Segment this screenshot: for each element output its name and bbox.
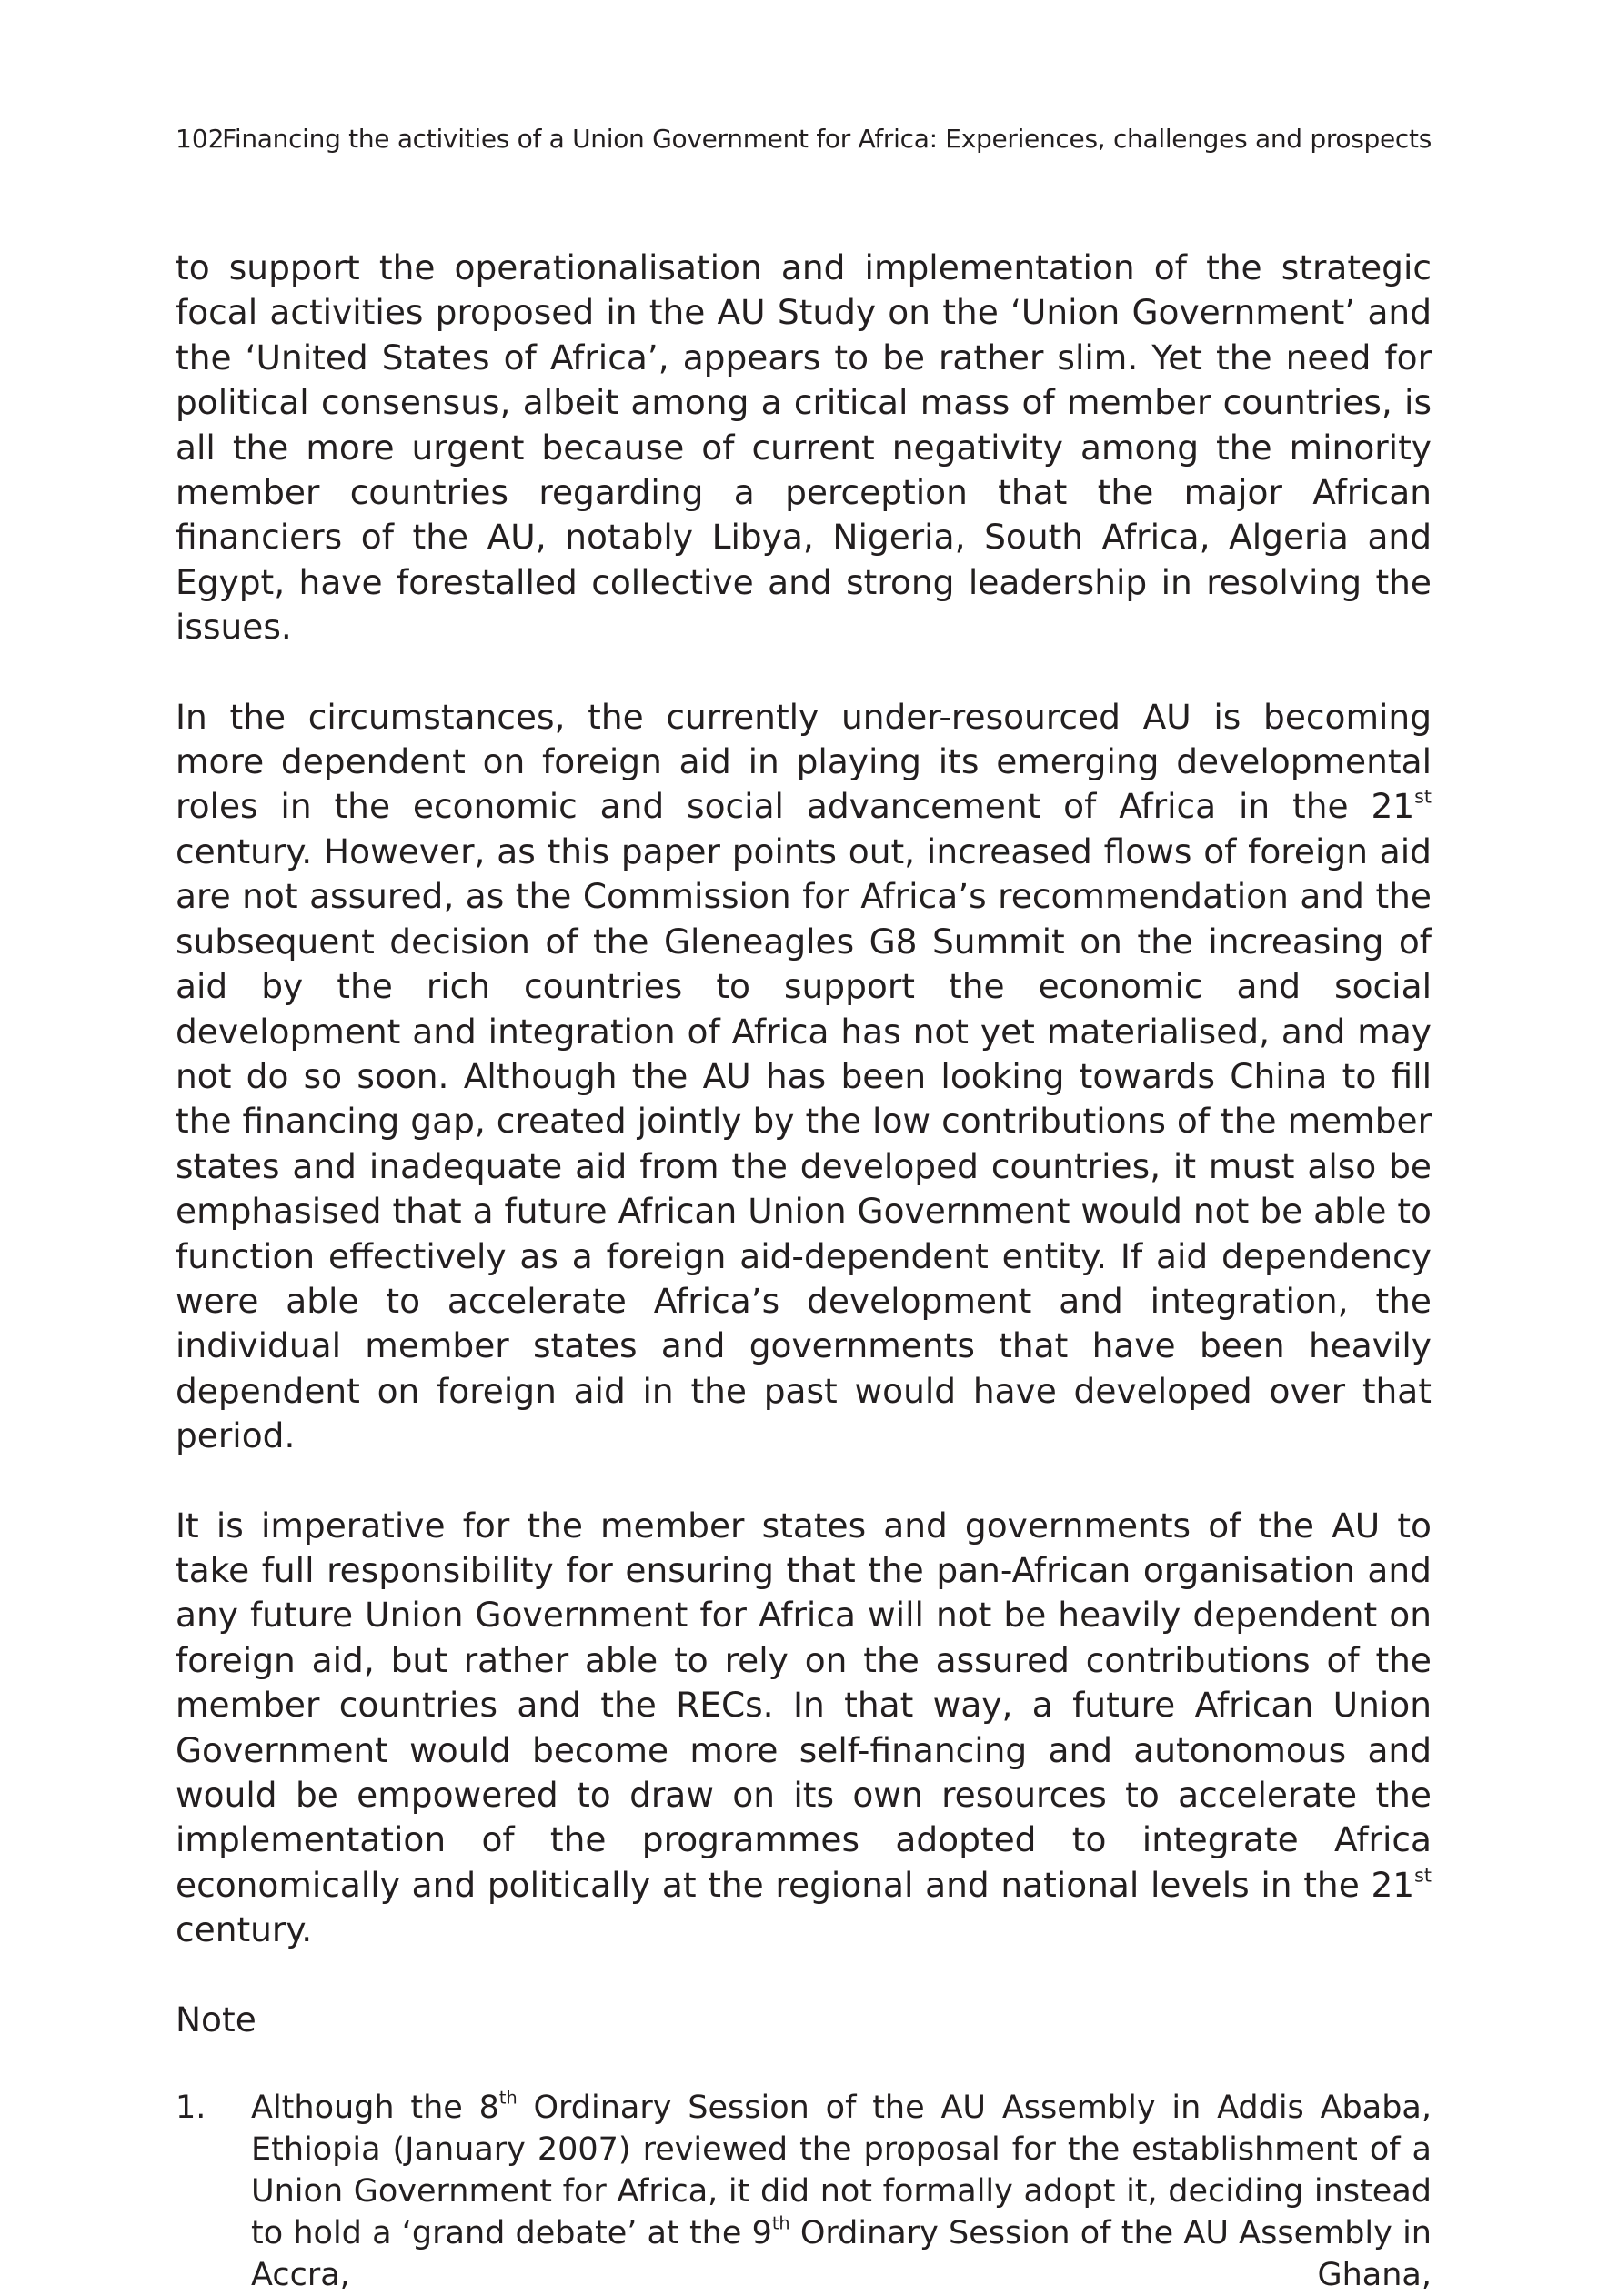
paragraph-2 xyxy=(176,695,1432,1459)
note-text xyxy=(251,2087,1432,2296)
note-text-c: Ordinary Session of the AU Assembly in Accra, Ghana, xyxy=(251,2215,1432,2294)
paragraph-1-text: to support the operationalisation and implementation of the strategic focal activities proposed in the AU Study on the ‘Union Government’ and the ‘United States of Africa’, appears to be rather slim. Yet the need for political consensus, albeit among a critical mass of member countries, is all the more urgent because of current negativity among the minority member countries regarding a perception that the major African financiers of the AU, notably Libya, Nigeria, South Africa, Algeria and Egypt, have forestalled collective and strong leadership in resolving the issues. xyxy=(176,247,1432,648)
note-superscript-b: th xyxy=(771,2212,790,2234)
paragraph-3 xyxy=(176,1504,1432,1953)
paragraph-3-text-a: It is imperative for the member states and governments of the AU to take full responsibility for ensuring that the pan-African organisation and any future Union Government for Africa will not be heavily dependent on foreign aid, but rather able to rely on the assured contributions of the member countries and the RECs. In that way, a future African Union Government would become more self-financing and autonomous and would be empowered to draw on its own resources to accelerate the implementation of the programmes adopted to integrate Africa economically and politically at the regional and national levels in the 21 xyxy=(176,1505,1432,1905)
paragraph-1 xyxy=(176,246,1432,650)
running-head: Financing the activities of a Union Government for Africa: Experiences, challenges and prospects xyxy=(222,124,1432,154)
notes-heading: Note xyxy=(176,1999,256,2039)
note-superscript-a: th xyxy=(498,2087,518,2109)
body-text xyxy=(176,246,1432,2296)
page-number: 102 xyxy=(176,124,225,154)
paragraph-3-text-b: century. xyxy=(176,1909,313,1950)
note-number: 1. xyxy=(176,2090,206,2127)
paragraph-2-text-b: century. However, as this paper points out, increased flows of foreign aid are not assured, as the Commission for Africa’s recommendation and the subsequent decision of the Gleneagles G8 Summit on the increasing of aid by the rich countries to support the economic and social development and integration of Africa has not yet materialised, and may not do so soon. Although the AU has been looking towards China to fill the financing gap, created jointly by the low contributions of the member states and inadequate aid from the developed countries, it must also be emphasised that a future African Union Government would not be able to function effectively as a foreign aid-dependent entity. If aid dependency were able to accelerate Africa’s development and integration, the individual member states and governments that have been heavily dependent on foreign aid in the past would have developed over that period. xyxy=(176,831,1432,1456)
paragraph-2-text-a: In the circumstances, the currently under-resourced AU is becoming more dependent on foreign aid in playing its emerging developmental roles in the economic and social advancement of Africa in the 21 xyxy=(176,696,1432,827)
note-item xyxy=(176,2087,1432,2296)
note-text-b: Ordinary Session of the AU Assembly in Addis Ababa, Ethiopia (January 2007) reviewed the proposal for the establishment of a Union Government for Africa, it did not formally adopt it, deciding instead to hold a ‘grand debate’ at the 9 xyxy=(251,2090,1432,2252)
note-text-a: Although the 8 xyxy=(251,2090,499,2127)
paragraph-2-superscript: st xyxy=(1414,785,1432,808)
paragraph-3-superscript: st xyxy=(1414,1864,1432,1887)
page-header xyxy=(176,121,1432,157)
